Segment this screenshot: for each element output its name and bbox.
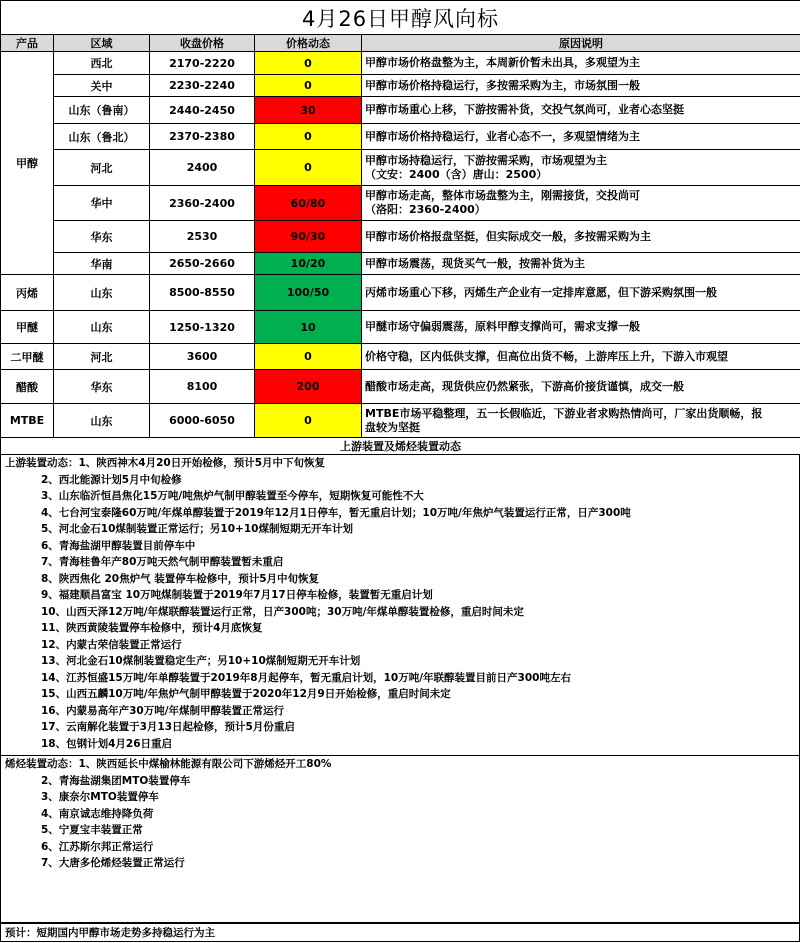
reason-line: 甲醇市场震荡，现货买气一般，按需补货为主	[365, 256, 585, 270]
reason-cell	[362, 404, 800, 438]
reason-cell	[362, 344, 800, 370]
notes-item: 5、河北金石10煤制装置正常运行；另10+10煤制短期无开车计划	[41, 523, 353, 535]
table-row	[1, 311, 800, 344]
section-title-row	[1, 438, 800, 455]
region-cell: 华南	[54, 253, 150, 275]
table-row	[1, 124, 800, 150]
change-cell: 90/30	[255, 221, 362, 253]
table-row	[1, 97, 800, 124]
notes-item: 7、青海桂鲁年产80万吨天然气制甲醇装置暂未重启	[41, 556, 284, 568]
change-cell: 0	[255, 124, 362, 150]
forecast: 预计：短期国内甲醇市场走势多持稳运行为主	[0, 923, 800, 942]
table-row	[1, 370, 800, 404]
device-notes	[0, 455, 800, 923]
price-cell: 2170-2220	[150, 52, 255, 75]
notes-lead: 上游装置动态：1、陕西神木4月20日开始检修，预计5月中下旬恢复	[5, 457, 326, 469]
product-cell: 甲醚	[1, 311, 54, 344]
product-cell: 甲醇	[1, 52, 54, 275]
notes-item: 6、青海盐湖甲醇装置目前停车中	[41, 539, 196, 552]
notes-item: 10、山西天泽12万吨/年煤联醇装置运行正常，日产300吨；30万吨/年煤单醇装置检修，重启时间未定	[41, 605, 524, 618]
notes-item: 12、内蒙古荣信装置正常运行	[41, 638, 182, 651]
reason-line: 甲醇市场持稳运行，下游按需采购，市场观望为主	[365, 153, 607, 167]
change-cell: 60/80	[255, 186, 362, 221]
reason-line: 醋酸市场走高，现货供应仍然紧张，下游高价接货谨慎，成交一般	[365, 379, 684, 393]
header-reason: 原因说明	[362, 35, 800, 52]
region-cell: 华中	[54, 186, 150, 221]
header-region: 区域	[54, 35, 150, 52]
table-row	[1, 344, 800, 370]
reason-line: 丙烯市场重心下移，丙烯生产企业有一定排库意愿，但下游采购氛围一般	[365, 285, 717, 299]
reason-cell	[362, 124, 800, 150]
table-row	[1, 52, 800, 75]
notes-item: 9、福建顺昌富宝 10万吨煤制装置于2019年7月17日停车检修，装置暂无重启计划	[41, 589, 433, 601]
reason-line: 甲醇市场价格持稳运行，业者心态不一，多观望情绪为主	[365, 129, 640, 143]
reason-cell	[362, 311, 800, 344]
region-cell: 山东	[54, 404, 150, 438]
region-cell: 河北	[54, 344, 150, 370]
change-cell: 0	[255, 404, 362, 438]
reason-line: （文安：2400（含）唐山：2500）	[365, 167, 548, 181]
notes-item: 18、包钢计划4月26日重启	[41, 737, 173, 750]
reason-line: 甲醚市场守偏弱震荡，原料甲醇支撑尚可，需求支撑一般	[365, 320, 640, 333]
price-cell: 8500-8550	[150, 275, 255, 311]
notes-item: 7、大唐多伦烯烃装置正常运行	[41, 857, 185, 869]
reason-line: （洛阳：2360-2400）	[365, 203, 486, 216]
notes-item: 4、南京诚志维持降负荷	[41, 807, 154, 820]
notes-item: 11、陕西黄陵装置停车检修中，预计4月底恢复	[41, 622, 263, 634]
table-row	[1, 275, 800, 311]
price-table	[0, 0, 800, 455]
region-cell: 山东	[54, 311, 150, 344]
price-cell: 2370-2380	[150, 124, 255, 150]
table-row	[1, 404, 800, 438]
table-row	[1, 150, 800, 186]
reason-cell	[362, 75, 800, 97]
price-cell: 2360-2400	[150, 186, 255, 221]
page-title: 4月26日甲醇风向标	[1, 1, 800, 35]
product-cell: 丙烯	[1, 275, 54, 311]
notes-item: 15、山西五麟10万吨/年焦炉气制甲醇装置于2020年12月9日开始检修，重启时间未定	[41, 688, 451, 700]
reason-cell	[362, 52, 800, 75]
price-cell: 3600	[150, 344, 255, 370]
reason-cell	[362, 186, 800, 221]
reason-line: 甲醇市场价格报盘坚挺，但实际成交一般，多按需采购为主	[365, 229, 651, 243]
table-row	[1, 221, 800, 253]
reason-cell	[362, 253, 800, 275]
reason-cell	[362, 150, 800, 186]
change-cell: 30	[255, 97, 362, 124]
reason-line: 盘较为坚挺	[365, 420, 420, 434]
change-cell: 200	[255, 370, 362, 404]
price-cell: 2530	[150, 221, 255, 253]
reason-line: 甲醇市场价格持稳运行，多按需采购为主，市场氛围一般	[365, 78, 640, 92]
notes-item: 3、康奈尔MTO装置停车	[41, 791, 159, 803]
region-cell: 西北	[54, 52, 150, 75]
price-cell: 1250-1320	[150, 311, 255, 344]
section-title: 上游装置及烯烃装置动态	[1, 438, 800, 455]
notes-item: 4、七台河宝泰隆60万吨/年煤单醇装置于2019年12月1日停车，暂无重启计划；10万吨/年焦炉气装置运行正常，日产300吨	[41, 506, 631, 519]
notes-item: 14、江苏恒盛15万吨/年单醇装置于2019年8月起停车，暂无重启计划，10万吨/年联醇装置目前日产300吨左右	[41, 671, 571, 684]
notes-item: 13、河北金石10煤制装置稳定生产；另10+10煤制短期无开车计划	[41, 655, 361, 667]
price-cell: 2650-2660	[150, 253, 255, 275]
notes-item: 5、宁夏宝丰装置正常	[41, 824, 143, 836]
reason-line: 甲醇市场走高，整体市场盘整为主，刚需接货，交投尚可	[365, 189, 640, 202]
region-cell: 山东（鲁南）	[54, 97, 150, 124]
region-cell: 华东	[54, 221, 150, 253]
change-cell: 10	[255, 311, 362, 344]
header-change: 价格动态	[255, 35, 362, 52]
price-cell: 2440-2450	[150, 97, 255, 124]
notes-item: 6、江苏斯尔邦正常运行	[41, 840, 154, 853]
region-cell: 山东	[54, 275, 150, 311]
change-cell: 0	[255, 344, 362, 370]
region-cell: 关中	[54, 75, 150, 97]
product-cell: 醋酸	[1, 370, 54, 404]
price-cell: 2400	[150, 150, 255, 186]
change-cell: 10/20	[255, 253, 362, 275]
notes-item: 2、青海盐湖集团MTO装置停车	[41, 774, 191, 787]
product-cell: 二甲醚	[1, 344, 54, 370]
reason-line: 甲醇市场重心上移，下游按需补货，交投气氛尚可，业者心态坚挺	[365, 103, 684, 116]
region-cell: 河北	[54, 150, 150, 186]
table-row	[1, 253, 800, 275]
notes-item: 17、云南解化装置于3月13日起检修，预计5月份重启	[41, 721, 295, 733]
reason-line: MTBE市场平稳整理，五一长假临近，下游业者求购热情尚可，厂家出货顺畅，报	[365, 406, 763, 420]
price-cell: 8100	[150, 370, 255, 404]
reason-cell	[362, 275, 800, 311]
reason-line: 价格守稳，区内低供支撑，但高位出货不畅，上游库压上升，下游入市观望	[365, 349, 728, 363]
notes-item: 3、山东临沂恒昌焦化15万吨/吨焦炉气制甲醇装置至今停车，短期恢复可能性不大	[41, 490, 424, 502]
change-cell: 0	[255, 75, 362, 97]
change-cell: 0	[255, 52, 362, 75]
header-product: 产品	[1, 35, 54, 52]
change-cell: 100/50	[255, 275, 362, 311]
reason-line: 甲醇市场价格盘整为主，本周新价暂未出具，多观望为主	[365, 56, 640, 69]
notes-item: 2、西北能源计划5月中旬检修	[41, 473, 182, 486]
header-price: 收盘价格	[150, 35, 255, 52]
table-row	[1, 186, 800, 221]
change-cell: 0	[255, 150, 362, 186]
region-cell: 山东（鲁北）	[54, 124, 150, 150]
table-row	[1, 75, 800, 97]
reason-cell	[362, 370, 800, 404]
reason-cell	[362, 97, 800, 124]
notes-item: 16、内蒙易高年产30万吨/年煤制甲醇装置正常运行	[41, 704, 285, 717]
notes-lead: 烯烃装置动态：1、陕西延长中煤榆林能源有限公司下游烯烃开工80%	[5, 758, 332, 770]
notes-item: 8、陕西焦化 20焦炉气 装置停车检修中，预计5月中旬恢复	[41, 572, 320, 585]
price-cell: 6000-6050	[150, 404, 255, 438]
product-cell: MTBE	[1, 404, 54, 438]
header-row	[1, 35, 800, 52]
price-cell: 2230-2240	[150, 75, 255, 97]
reason-cell	[362, 221, 800, 253]
region-cell: 华东	[54, 370, 150, 404]
